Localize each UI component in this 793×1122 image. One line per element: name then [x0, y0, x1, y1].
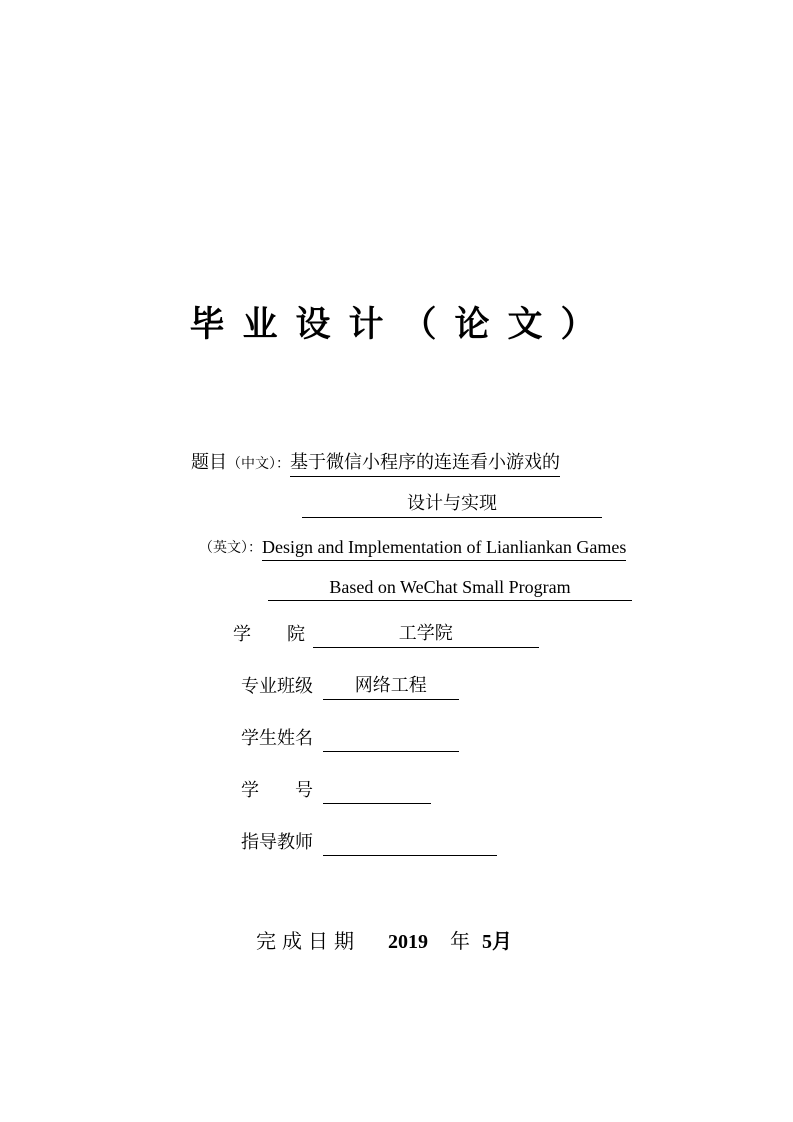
topic-en-value-1: Design and Implementation of Lianliankan Games	[262, 535, 626, 561]
topic-cn-tag: （中文）：	[227, 456, 290, 472]
college-label: 学 院	[233, 624, 305, 645]
topic-cn-value-2: 设计与实现	[302, 492, 602, 518]
advisor-value	[323, 830, 497, 856]
topic-cn-row-2	[302, 492, 602, 518]
topic-cn-row-1	[191, 450, 560, 477]
advisor-row	[241, 830, 497, 856]
student-name-value	[323, 726, 459, 752]
topic-en-row-2	[268, 575, 632, 601]
major-label: 专业班级	[241, 676, 313, 697]
student-id-row	[241, 778, 431, 804]
completion-year: 2019	[388, 931, 428, 953]
completion-year-unit: 年	[450, 929, 476, 953]
college-row	[233, 622, 539, 648]
college-value: 工学院	[313, 622, 539, 648]
thesis-title: 毕业设计（论文）	[189, 305, 614, 345]
completion-date	[256, 927, 512, 956]
major-row	[241, 674, 459, 700]
topic-en-row-1	[199, 534, 626, 561]
topic-cn-value-1: 基于微信小程序的连连看小游戏的	[290, 451, 560, 477]
topic-en-tag: （英文）：	[199, 540, 262, 556]
student-id-label: 学 号	[241, 780, 313, 801]
student-id-value	[323, 778, 431, 804]
student-name-row	[241, 726, 459, 752]
major-value: 网络工程	[323, 674, 459, 700]
advisor-label: 指导教师	[241, 832, 313, 853]
completion-label: 完成日期	[256, 929, 360, 953]
topic-label: 题目	[191, 452, 227, 473]
student-name-label: 学生姓名	[241, 728, 313, 749]
topic-en-value-2: Based on WeChat Small Program	[268, 575, 632, 601]
completion-month: 5月	[482, 931, 512, 953]
